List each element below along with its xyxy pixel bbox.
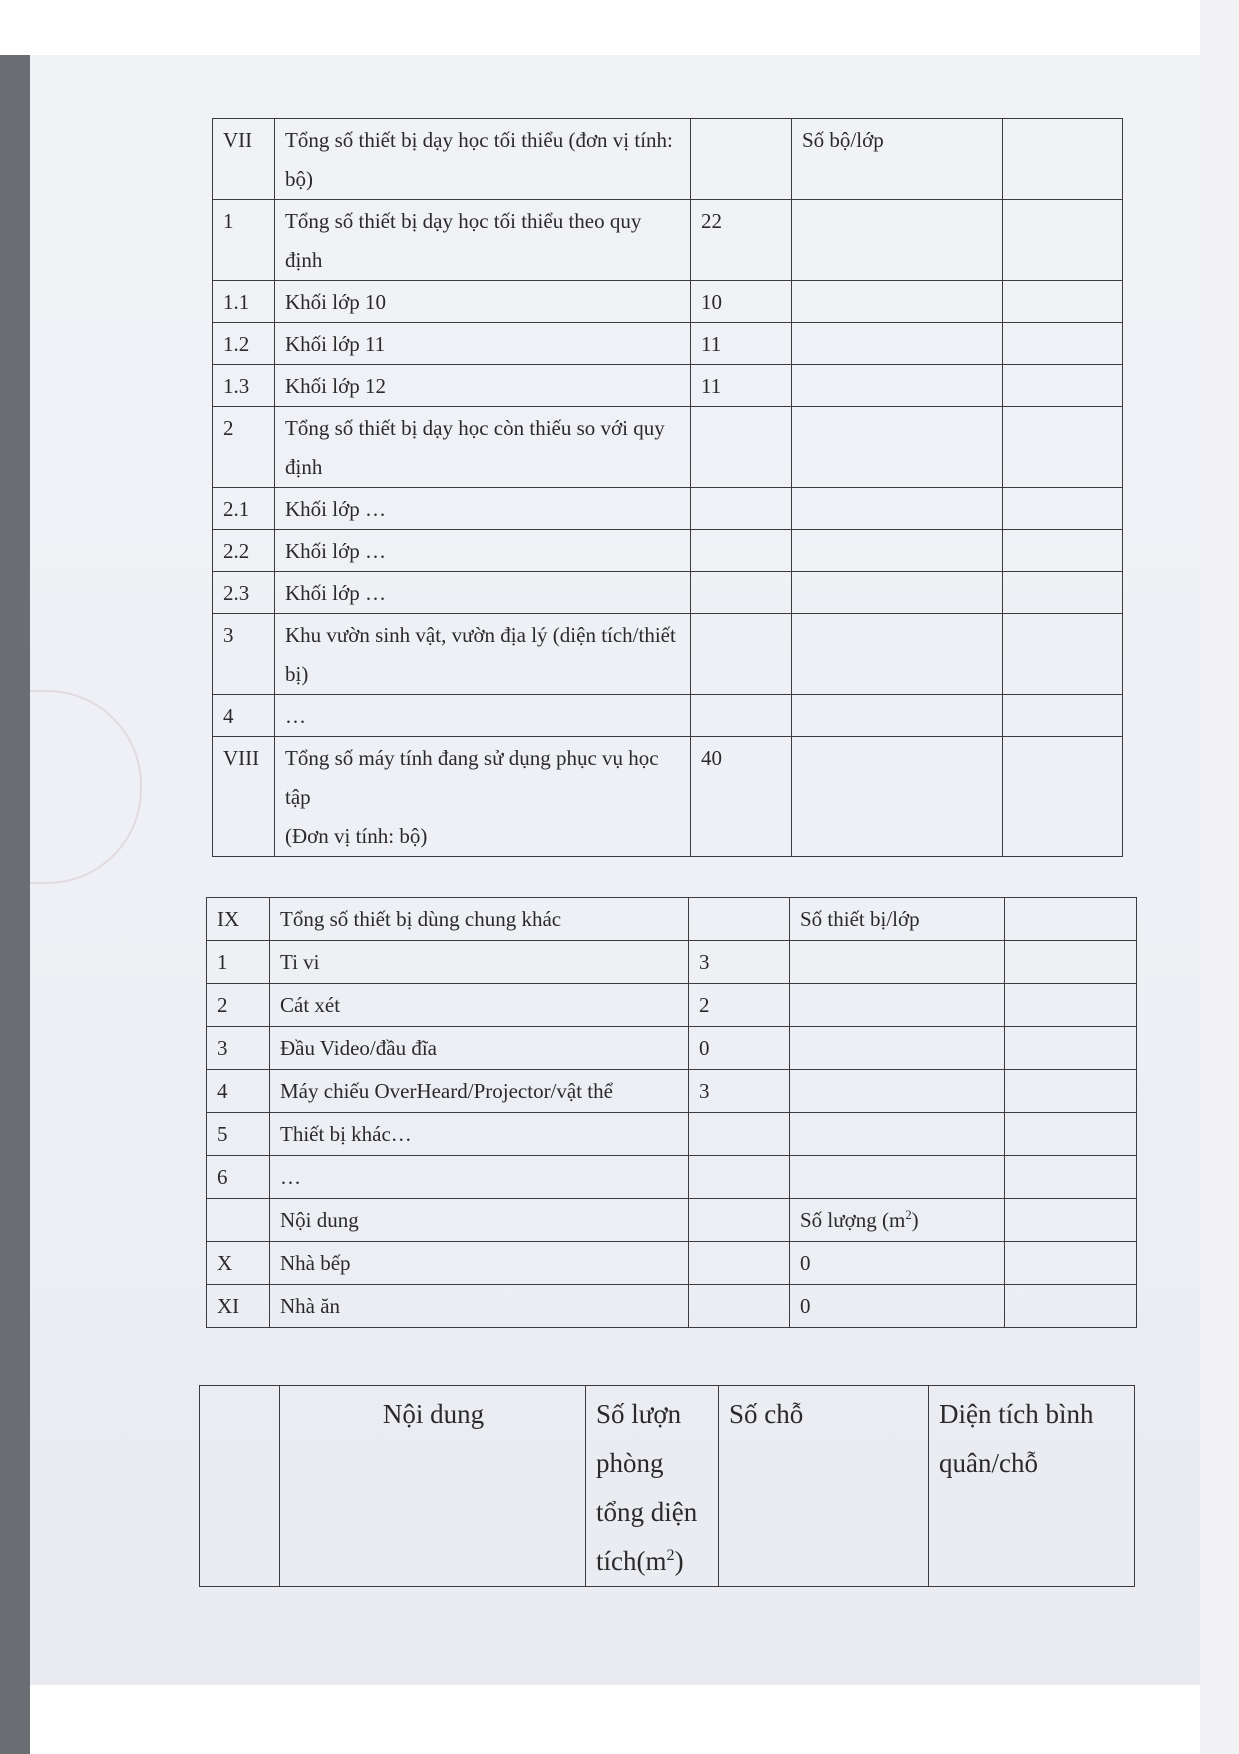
row-number-cell: 6 <box>207 1156 270 1199</box>
row-content-cell: Đầu Video/đầu đĩa <box>270 1027 689 1070</box>
row-value-cell: 22 <box>691 200 792 281</box>
row-extra-cell <box>1003 695 1123 737</box>
row-number-cell: 1 <box>207 941 270 984</box>
shared-equipment-table <box>206 897 1137 1328</box>
table-row <box>213 200 1123 281</box>
row-number-cell <box>207 1199 270 1242</box>
table-row <box>207 1242 1137 1285</box>
row-number-cell: 4 <box>207 1070 270 1113</box>
row-extra-cell <box>1003 365 1123 407</box>
row-content-cell: Nội dung <box>270 1199 689 1242</box>
row-value-cell <box>689 1113 790 1156</box>
row-extra-cell <box>1003 572 1123 614</box>
row-number-cell: 1.2 <box>213 323 275 365</box>
row-content-cell: Tổng số thiết bị dạy học còn thiếu so với quy định <box>275 407 691 488</box>
table-row <box>207 1027 1137 1070</box>
table-row <box>213 614 1123 695</box>
row-extra-cell <box>1005 1199 1137 1242</box>
table-row <box>213 323 1123 365</box>
row-value-cell <box>691 530 792 572</box>
scan-margin-top <box>0 0 1239 55</box>
rooms-header-row <box>200 1386 1135 1587</box>
row-extra-cell <box>1005 1070 1137 1113</box>
rooms-blank-cell <box>200 1386 280 1587</box>
table-row <box>213 488 1123 530</box>
row-number-cell: VII <box>213 119 275 200</box>
row-extra-cell <box>1005 984 1137 1027</box>
row-value-cell: 0 <box>689 1027 790 1070</box>
row-value-cell <box>689 898 790 941</box>
rooms-table <box>199 1385 1135 1587</box>
scan-margin-right <box>1200 0 1239 1754</box>
row-number-cell: 1.1 <box>213 281 275 323</box>
row-note-cell <box>792 200 1003 281</box>
table-row <box>207 1070 1137 1113</box>
table-row <box>213 737 1123 857</box>
row-content-cell: Nhà bếp <box>270 1242 689 1285</box>
equipment-summary-table <box>212 118 1123 857</box>
row-value-cell: 2 <box>689 984 790 1027</box>
row-extra-cell <box>1003 488 1123 530</box>
row-note-cell <box>792 737 1003 857</box>
row-content-cell: Khối lớp … <box>275 530 691 572</box>
row-number-cell: 1.3 <box>213 365 275 407</box>
row-value-cell <box>689 1242 790 1285</box>
table-row <box>213 119 1123 200</box>
scan-margin-bottom <box>30 1685 1200 1754</box>
row-number-cell: 2.2 <box>213 530 275 572</box>
table-row <box>207 1285 1137 1328</box>
row-content-cell: Cát xét <box>270 984 689 1027</box>
row-number-cell: 3 <box>207 1027 270 1070</box>
row-extra-cell <box>1005 1285 1137 1328</box>
row-number-cell: 4 <box>213 695 275 737</box>
row-number-cell: X <box>207 1242 270 1285</box>
row-content-cell: Khu vườn sinh vật, vườn địa lý (diện tích/thiết bị) <box>275 614 691 695</box>
row-note-cell: 0 <box>790 1242 1005 1285</box>
table-row <box>213 365 1123 407</box>
row-note-cell <box>792 488 1003 530</box>
row-extra-cell <box>1005 1242 1137 1285</box>
row-content-cell: Máy chiếu OverHeard/Projector/vật thể <box>270 1070 689 1113</box>
row-value-cell: 11 <box>691 365 792 407</box>
row-number-cell: VIII <box>213 737 275 857</box>
row-note-cell <box>790 1027 1005 1070</box>
row-extra-cell <box>1003 737 1123 857</box>
row-value-cell <box>689 1285 790 1328</box>
rooms-seats-header: Số chỗ <box>719 1386 929 1587</box>
row-note-cell <box>792 407 1003 488</box>
row-extra-cell <box>1005 1027 1137 1070</box>
row-note-cell <box>792 614 1003 695</box>
row-value-cell <box>691 614 792 695</box>
row-value-cell <box>691 119 792 200</box>
row-number-cell: 1 <box>213 200 275 281</box>
rooms-quantity-header: Số lượn phòng tổng diện $tích(m^2)$ <box>586 1386 719 1587</box>
row-content-cell: … <box>270 1156 689 1199</box>
row-note-cell <box>792 323 1003 365</box>
row-extra-cell <box>1005 898 1137 941</box>
row-note-cell <box>792 281 1003 323</box>
rooms-avg-area-header: Diện tích bình quân/chỗ <box>929 1386 1135 1587</box>
rooms-content-header: Nội dung <box>280 1386 586 1587</box>
row-content-cell: Tổng số thiết bị dùng chung khác <box>270 898 689 941</box>
row-content-cell: Khối lớp 12 <box>275 365 691 407</box>
row-extra-cell <box>1003 119 1123 200</box>
scan-shadow-left <box>0 0 30 1754</box>
row-content-cell: Thiết bị khác… <box>270 1113 689 1156</box>
row-value-cell: 3 <box>689 1070 790 1113</box>
row-note-cell <box>792 695 1003 737</box>
row-extra-cell <box>1003 281 1123 323</box>
row-value-cell <box>689 1156 790 1199</box>
table-row <box>207 1156 1137 1199</box>
row-value-cell <box>689 1199 790 1242</box>
row-number-cell: 2 <box>213 407 275 488</box>
row-content-cell: Ti vi <box>270 941 689 984</box>
row-note-cell <box>790 984 1005 1027</box>
row-value-cell: 11 <box>691 323 792 365</box>
row-note-cell <box>790 1156 1005 1199</box>
row-extra-cell <box>1005 941 1137 984</box>
row-value-cell: 3 <box>689 941 790 984</box>
row-content-cell: Tổng số thiết bị dạy học tối thiểu (đơn vị tính: bộ) <box>275 119 691 200</box>
row-value-cell: 10 <box>691 281 792 323</box>
row-content-cell: Tổng số máy tính đang sử dụng phục vụ học tập (Đơn vị tính: bộ) <box>275 737 691 857</box>
row-value-cell: 40 <box>691 737 792 857</box>
table-row <box>213 572 1123 614</box>
table-row <box>213 281 1123 323</box>
row-content-cell: … <box>275 695 691 737</box>
row-number-cell: 2 <box>207 984 270 1027</box>
table-row <box>207 1199 1137 1242</box>
row-note-cell <box>792 365 1003 407</box>
row-content-cell: Nhà ăn <box>270 1285 689 1328</box>
row-note-cell <box>790 1070 1005 1113</box>
row-content-cell: Khối lớp 10 <box>275 281 691 323</box>
row-extra-cell <box>1003 530 1123 572</box>
row-content-cell: Khối lớp 11 <box>275 323 691 365</box>
row-extra-cell <box>1003 407 1123 488</box>
row-extra-cell <box>1003 200 1123 281</box>
row-note-cell: 0 <box>790 1285 1005 1328</box>
row-value-cell <box>691 488 792 530</box>
row-number-cell: XI <box>207 1285 270 1328</box>
row-note-cell: Số bộ/lớp <box>792 119 1003 200</box>
row-extra-cell <box>1005 1113 1137 1156</box>
row-number-cell: 2.3 <box>213 572 275 614</box>
table-row <box>213 695 1123 737</box>
table-row <box>207 984 1137 1027</box>
table-row <box>207 898 1137 941</box>
table-row <box>213 407 1123 488</box>
row-content-cell: Khối lớp … <box>275 572 691 614</box>
row-value-cell <box>691 695 792 737</box>
row-extra-cell <box>1003 323 1123 365</box>
table-row <box>207 1113 1137 1156</box>
table-row <box>207 941 1137 984</box>
row-note-cell: Số lượng $(m^2)$ <box>790 1199 1005 1242</box>
row-note-cell <box>792 530 1003 572</box>
row-number-cell: IX <box>207 898 270 941</box>
row-note-cell: Số thiết bị/lớp <box>790 898 1005 941</box>
row-value-cell <box>691 572 792 614</box>
row-note-cell <box>792 572 1003 614</box>
row-extra-cell <box>1003 614 1123 695</box>
table-row <box>213 530 1123 572</box>
row-extra-cell <box>1005 1156 1137 1199</box>
row-value-cell <box>691 407 792 488</box>
row-note-cell <box>790 1113 1005 1156</box>
row-number-cell: 3 <box>213 614 275 695</box>
row-number-cell: 5 <box>207 1113 270 1156</box>
row-note-cell <box>790 941 1005 984</box>
row-content-cell: Khối lớp … <box>275 488 691 530</box>
row-content-cell: Tổng số thiết bị dạy học tối thiểu theo quy định <box>275 200 691 281</box>
row-number-cell: 2.1 <box>213 488 275 530</box>
